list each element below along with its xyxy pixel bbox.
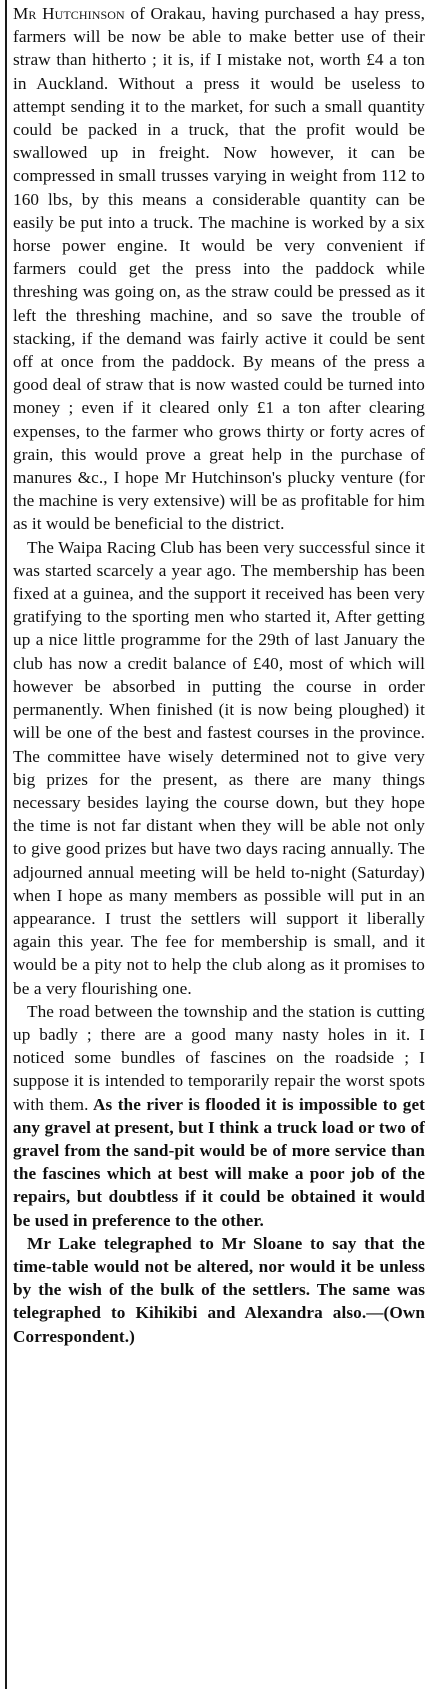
paragraph-telegraph: Mr Lake telegraphed to Mr Sloane to say that the time-table would not be altered, nor would it be unless by the wish of the bulk of the settlers. The same was telegraphed to Kihikibi and Alexandra also.—(Own Correspondent.) — [13, 1233, 425, 1346]
paragraph-road-text: The road between the township and the station is cutting up badly ; there are a good many nasty holes in it. I noticed some bundles of fascines on the roadside ; I suppose it is intended to temporarily repair the worst spots with them. — [13, 1001, 425, 1114]
paragraph-hay-press-text: of Orakau, having purchased a hay press, farmers will be now be able to make better use of their straw than hitherto ; it is, if I mistake not, worth £4 a ton in Auckland. Without a press it would be useless to attempt sending it to the market, for such a small quantity could be packed in a truck, that the profit would be swallowed up in freight. Now however, it can be compressed in small trusses varying in weight from 112 to 160 lbs, by this means a considerable quantity can be easily be put into a truck. The machine is worked by a six horse power engine. It would be very convenient if farmers could get the press into the paddock while threshing was going on, as the straw could be pressed as it left the threshing machine, and so save the trouble of stacking, if the demand was fairly active it could be sent off at once from the paddock. By means of the press a good deal of straw that is now wasted could be turned into money ; even if it cleared only £1 a ton after clearing expenses, to the farmer who grows thirty or forty acres of grain, this would prove a great help in the purchase of manures &c., I hope Mr Hutchinson's plucky venture (for the machine is very extensive) will be as profitable for him as it would be beneficial to the district. — [13, 4, 426, 534]
paragraph-hay-press — [13, 2, 425, 536]
paragraph-road-bold-text: As the river is flooded it is impossible to get any gravel at present, but I think a truck load or two of gravel from the sand-pit would be of more service than the fascines which at best will make a poor job of the repairs, but doubtless if it could be obtained it would be used in preference to the other. — [13, 1094, 425, 1230]
article-column — [13, 2, 425, 1348]
opening-name: Mr Hutchinson — [13, 4, 125, 23]
column-rule — [5, 0, 7, 1689]
paragraph-road — [13, 1000, 425, 1232]
paragraph-racing-club: The Waipa Racing Club has been very successful since it was started scarcely a year ago. The membership has been fixed at a guinea, and the support it received has been very gratifying to the sporting men who started it, After getting up a nice little programme for the 29th of last January the club has now a credit balance of £40, most of which will however be absorbed in putting the course in order permanently. When finished (it is now being ploughed) it will be one of the best and fastest courses in the province. The committee have wisely determined not to give very big prizes for the present, as there are many things necessary besides laying the course down, but they hope the time is not far distant when they will be able not only to give good prizes but have two days racing annually. The adjourned annual meeting will be held to-night (Saturday) when I hope as many members as possible will put in an appearance. I trust the settlers will support it liberally again this year. The fee for membership is small, and it would be a pity not to help the club along as it promises to be a very flourishing one. — [13, 537, 425, 998]
